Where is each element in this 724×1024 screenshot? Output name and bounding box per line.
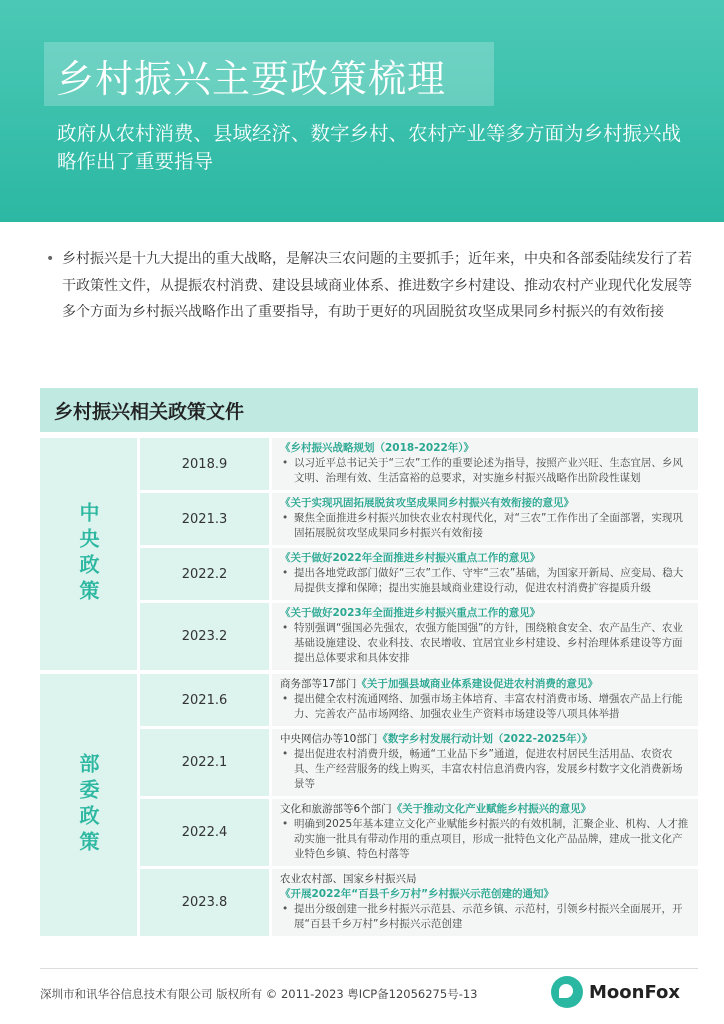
moonfox-logo-icon: [551, 976, 583, 1008]
intro-text: 乡村振兴是十九大提出的重大战略，是解决三农问题的主要抓手；近年来，中央和各部委陆续发行了若干政策性文件，从提振农村消费、建设县域商业体系、推进数字乡村建设、推动农村产业现代化发展等多个方面为乡村振兴战略作出了重要指导，有助于更好的巩固脱贫攻坚成果同乡村振兴的有效衔接: [62, 251, 692, 320]
group-label: [40, 674, 137, 936]
policy-title: 《关于推动文化产业赋能乡村振兴的意见》: [391, 803, 592, 815]
policy-row: [140, 548, 698, 600]
policy-department: 文化和旅游部等6个部门: [280, 803, 392, 815]
brand-name: MoonFox: [589, 981, 681, 1003]
policy-table: [40, 438, 698, 940]
policy-department: 商务部等17部门: [280, 678, 357, 690]
policy-description: • 提出促进农村消费升级，畅通“工业品下乡”通道，促进农村居民生活用品、农资农具、生产经营服务的线上购买，丰富农村信息消费内容，发展乡村数字文化消费新场景等: [280, 747, 690, 792]
policy-description: • 提出分级创建一批乡村振兴示范县、示范乡镇、示范村，引领乡村振兴全面展开，开展“百县千乡万村”乡村振兴示范创建: [280, 902, 690, 932]
policy-description: • 明确到2025年基本建立文化产业赋能乡村振兴的有效机制，汇聚企业、机构、人才推动实施一批具有带动作用的重点项目，形成一批特色文化产品品牌，建成一批文化产业特色乡镇、特色村落等: [280, 817, 690, 862]
policy-heading: [280, 551, 690, 566]
policy-title: 《开展2022年“百县千乡万村”乡村振兴示范创建的通知》: [280, 888, 555, 900]
policy-row: [140, 729, 698, 796]
policy-heading: [280, 677, 690, 692]
policy-heading: [280, 496, 690, 511]
policy-year: 2023.8: [140, 869, 269, 936]
policy-title: 《数字乡村发展行动计划（2022-2025年）》: [377, 733, 593, 745]
policy-year: 2023.2: [140, 603, 269, 670]
policy-row: [140, 799, 698, 866]
section-header: [40, 388, 698, 432]
policy-detail: [272, 869, 698, 936]
group-label-text: 部委政策: [76, 753, 100, 857]
page-subtitle: 政府从农村消费、县域经济、数字乡村、农村产业等多方面为乡村振兴战略作出了重要指导: [57, 122, 682, 173]
policy-detail: [272, 799, 698, 866]
policy-heading: [280, 441, 690, 456]
policy-department: 农业农村部、国家乡村振兴局: [280, 873, 417, 885]
policy-heading: [280, 732, 690, 747]
policy-heading: [280, 802, 690, 817]
brand-logo: [551, 976, 680, 1008]
policy-heading: [280, 872, 690, 902]
policy-detail: [272, 548, 698, 600]
policy-group: [40, 674, 698, 936]
policy-row: [140, 869, 698, 936]
header-banner: [0, 0, 724, 222]
policy-description: • 以习近平总书记关于“三农”工作的重要论述为指导，按照产业兴旺、生态宜居、乡风文明、治理有效、生活富裕的总要求，对实施乡村振兴战略作出阶段性谋划: [280, 456, 690, 486]
policy-row: [140, 493, 698, 545]
policy-detail: [272, 493, 698, 545]
policy-year: 2022.2: [140, 548, 269, 600]
footer-copyright: 深圳市和讯华谷信息技术有限公司 版权所有 © 2011-2023 粤ICP备12056275号-13: [40, 987, 478, 1001]
footer-divider: [40, 968, 698, 969]
section-title: 乡村振兴相关政策文件: [54, 401, 245, 423]
policy-detail: [272, 438, 698, 490]
policy-title: 《乡村振兴战略规划（2018-2022年）》: [280, 442, 475, 454]
policy-row: [140, 674, 698, 726]
policy-group: [40, 438, 698, 670]
group-label: [40, 438, 137, 670]
policy-description: • 提出各地党政部门做好“三农”工作、守牢“三农”基础，为国家开新局、应变局、稳大局提供支撑和保障；提出实施县域商业建设行动，促进农村消费扩容提质升级: [280, 566, 690, 596]
policy-description: • 提出健全农村流通网络、加强市场主体培育、丰富农村消费市场、增强农产品上行能力、完善农产品市场网络、加强农业生产资料市场建设等八项具体举措: [280, 692, 690, 722]
policy-row: [140, 603, 698, 670]
policy-department: 中央网信办等10部门: [280, 733, 378, 745]
policy-title: 《关于做好2022年全面推进乡村振兴重点工作的意见》: [280, 552, 541, 564]
policy-detail: [272, 729, 698, 796]
policy-detail: [272, 674, 698, 726]
policy-year: 2022.1: [140, 729, 269, 796]
policy-title: 《关于做好2023年全面推进乡村振兴重点工作的意见》: [280, 607, 541, 619]
policy-year: 2021.3: [140, 493, 269, 545]
policy-title: 《关于加强县域商业体系建设促进农村消费的意见》: [356, 678, 598, 690]
policy-detail: [272, 603, 698, 670]
policy-title: 《关于实现巩固拓展脱贫攻坚成果同乡村振兴有效衔接的意见》: [280, 497, 574, 509]
page-title: 乡村振兴主要政策梳理: [56, 57, 447, 101]
policy-description: • 特别强调“强国必先强农，农强方能国强”的方针，围绕粮食安全、农产品生产、农业基础设施建设、农业科技、农民增收、宜居宜业乡村建设、乡村治理体系建设等方面提出总体要求和具体安排: [280, 621, 690, 666]
policy-heading: [280, 606, 690, 621]
intro-paragraph: [44, 246, 694, 326]
policy-year: 2021.6: [140, 674, 269, 726]
policy-year: 2022.4: [140, 799, 269, 866]
group-label-text: 中央政策: [76, 502, 100, 606]
policy-row: [140, 438, 698, 490]
policy-year: 2018.9: [140, 438, 269, 490]
policy-description: • 聚焦全面推进乡村振兴加快农业农村现代化，对“三农”工作作出了全面部署，实现巩固拓展脱贫攻坚成果同乡村振兴有效衔接: [280, 511, 690, 541]
bullet-icon: •: [46, 251, 55, 267]
